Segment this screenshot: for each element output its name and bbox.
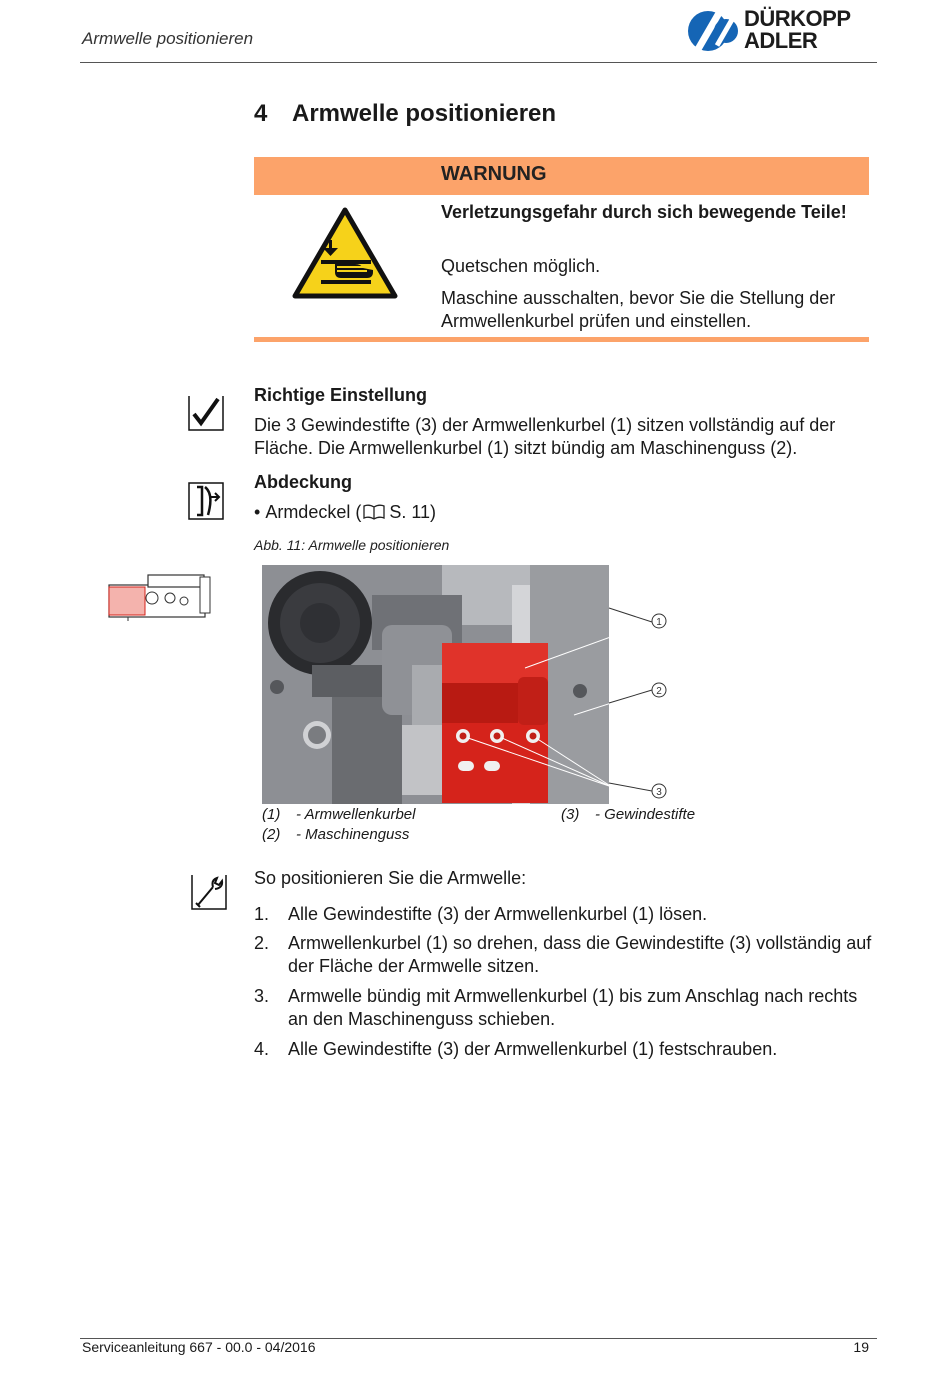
figure-caption: Abb. 11: Armwelle positionieren (254, 537, 450, 553)
correct-setting-text: Die 3 Gewindestifte (3) der Armwellenkurbel (1) sitzen vollständig auf der Fläche. Die Armwellenkurbel (1) sitzt bündig am Maschinenguss (2). (254, 415, 836, 458)
callout-2: 2 (656, 686, 662, 697)
bullet-mark: • (254, 502, 266, 522)
header-divider (80, 62, 877, 63)
callout-1: 1 (656, 617, 662, 628)
logo-mark-icon (688, 8, 740, 54)
legend-num: (3) (561, 806, 580, 823)
machine-overview-thumbnail (108, 573, 218, 621)
cover-page-ref[interactable]: S. 11) (389, 502, 437, 522)
logo-text-line1: DÜRKOPP (744, 6, 851, 31)
crush-hazard-icon (291, 206, 399, 300)
warning-footer-bar (254, 337, 869, 342)
logo-text-line2: ADLER (744, 28, 818, 53)
page-number: 19 (853, 1339, 869, 1355)
legend-item (561, 806, 695, 823)
wrench-icon (191, 873, 227, 911)
cover-removal-icon (188, 482, 224, 520)
legend-label: - Maschinenguss (296, 826, 410, 843)
step-item (254, 903, 874, 926)
step-item (254, 1038, 874, 1061)
warning-text-1: Quetschen möglich. (441, 256, 601, 276)
step-number: 3. (254, 986, 270, 1006)
duerkopp-adler-logo (688, 6, 870, 54)
step-text: Alle Gewindestifte (3) der Armwellenkurbel (1) festschrauben. (288, 1039, 778, 1059)
chapter-title-text: Armwelle positionieren (292, 100, 557, 127)
step-text: Alle Gewindestifte (3) der Armwellenkurbel (1) lösen. (288, 904, 708, 924)
legend-label: - Gewindestifte (595, 806, 696, 823)
step-text: Armwellenkurbel (1) so drehen, dass die Gewindestifte (3) vollständig auf der Fläche der Armwelle sitzen. (288, 933, 872, 976)
step-item (254, 985, 874, 1031)
step-number: 2. (254, 933, 270, 953)
legend-item (262, 806, 415, 823)
warning-label: WARNUNG (441, 163, 547, 185)
legend-num: (2) (262, 826, 281, 843)
cover-heading: Abdeckung (254, 472, 353, 492)
warning-text-2: Maschine ausschalten, bevor Sie die Stellung der Armwellenkurbel prüfen und einstellen. (441, 288, 836, 331)
cover-item: Armdeckel ( (265, 502, 362, 522)
header-title: Armwelle positionieren (82, 29, 254, 48)
legend-item (262, 826, 409, 843)
step-item (254, 932, 874, 978)
legend-label: - Armwellenkurbel (296, 806, 416, 823)
warning-header (254, 157, 869, 195)
chapter-title (254, 100, 556, 128)
cover-bullet (254, 502, 436, 523)
checkmark-icon (188, 394, 224, 432)
footer-document-id: Serviceanleitung 667 - 00.0 - 04/2016 (82, 1339, 316, 1355)
step-text: Armwelle bündig mit Armwellenkurbel (1) bis zum Anschlag nach rechts an den Maschinenguss schieben. (288, 986, 858, 1029)
correct-setting-heading: Richtige Einstellung (254, 385, 428, 405)
step-number: 1. (254, 904, 270, 924)
figure-callouts (262, 565, 682, 805)
legend-num: (1) (262, 806, 281, 823)
book-icon (363, 504, 385, 520)
chapter-number: 4 (254, 100, 268, 127)
procedure-intro: So positionieren Sie die Armwelle: (254, 868, 527, 888)
warning-title: Verletzungsgefahr durch sich bewegende Teile! (441, 202, 847, 222)
step-number: 4. (254, 1039, 270, 1059)
callout-3: 3 (656, 787, 662, 798)
